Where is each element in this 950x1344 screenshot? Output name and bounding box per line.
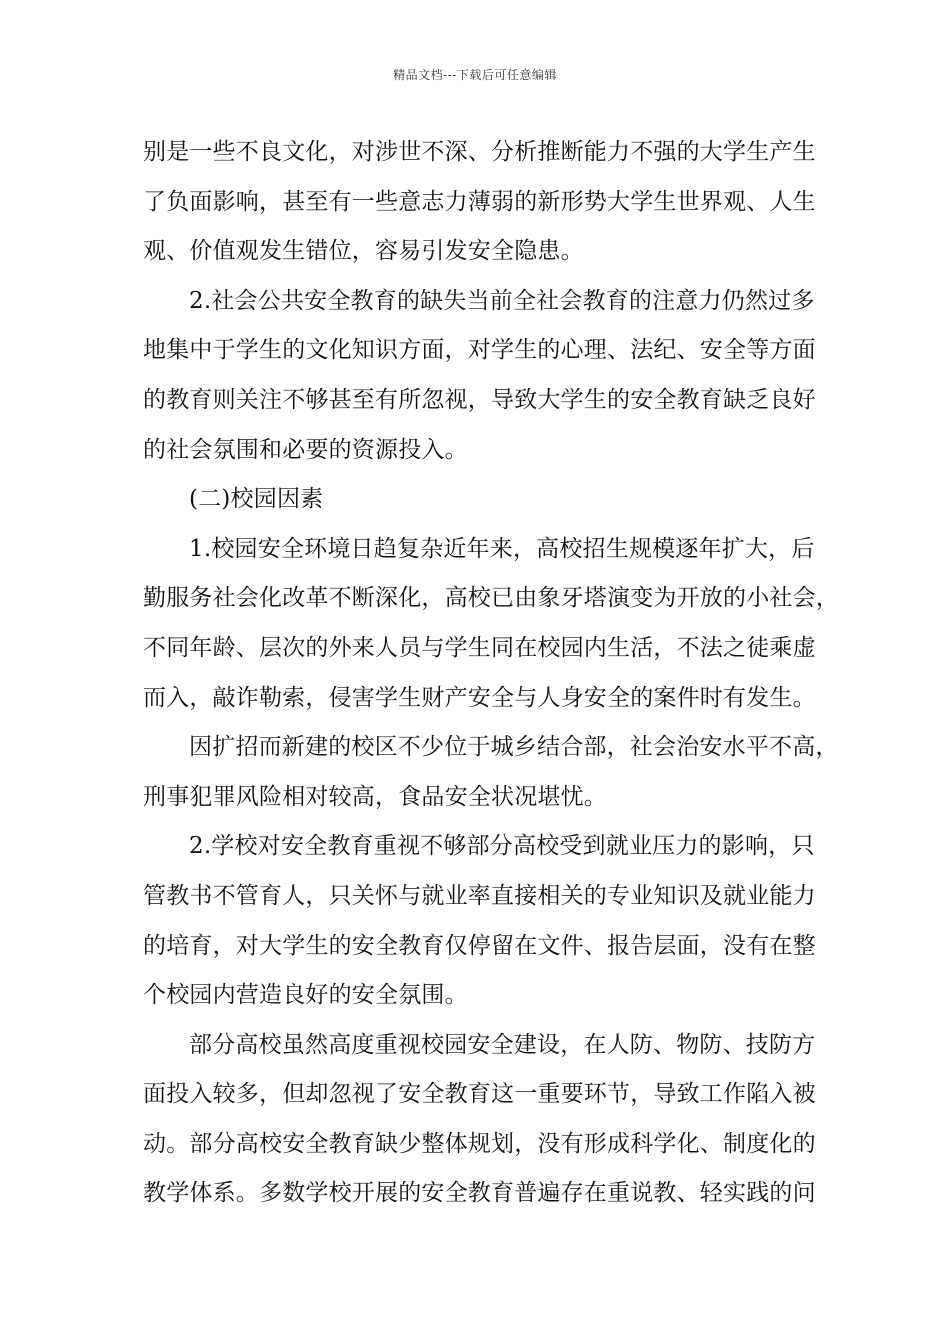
text-line: 的培育，对大学生的安全教育仅停留在文件、报告层面，没有在整 [143, 932, 816, 959]
paragraph-first-line: 2.社会公共安全教育的缺失当前全社会教育的注意力仍然过多 [189, 287, 815, 314]
text-line: 的社会氛围和必要的资源投入。 [143, 436, 468, 463]
paragraph-first-line: 因扩招而新建的校区不少位于城乡结合部，社会治安水平不高， [189, 734, 839, 761]
paragraph-first-line: 部分高校虽然高度重视校园安全建设，在人防、物防、技防方 [189, 1031, 816, 1058]
paragraph-first-line: 2.学校对安全教育重视不够部分高校受到就业压力的影响，只 [189, 833, 815, 860]
text-line: 勤服务社会化改革不断深化，高校已由象牙塔演变为开放的小社会， [143, 585, 839, 612]
text-line: 的教育则关注不够甚至有所忽视，导致大学生的安全教育缺乏良好 [143, 386, 816, 413]
text-line: 而入，敲诈勒索，侵害学生财产安全与人身安全的案件时有发生。 [143, 684, 816, 711]
page-header: 精品文档---下载后可任意编辑 [393, 68, 557, 82]
text-line: 刑事犯罪风险相对较高，食品安全状况堪忧。 [143, 783, 607, 810]
text-line: 观、价值观发生错位，容易引发安全隐患。 [143, 238, 584, 265]
text-line: 地集中于学生的文化知识方面，对学生的心理、法纪、安全等方面 [143, 337, 816, 364]
text-line: 面投入较多，但却忽视了安全教育这一重要环节，导致工作陷入被 [143, 1081, 816, 1108]
text-line: 了负面影响，甚至有一些意志力薄弱的新形势大学生世界观、人生 [143, 188, 816, 215]
text-line: 管教书不管育人，只关怀与就业率直接相关的专业知识及就业能力 [143, 882, 816, 909]
text-line: 教学体系。多数学校开展的安全教育普遍存在重说教、轻实践的问 [143, 1180, 816, 1207]
text-line: 别是一些不良文化，对涉世不深、分析推断能力不强的大学生产生 [143, 139, 816, 165]
paragraph-first-line: 1.校园安全环境日趋复杂近年来，高校招生规模逐年扩大，后 [189, 535, 815, 562]
text-line: 不同年龄、层次的外来人员与学生同在校园内生活，不法之徒乘虚 [143, 634, 816, 661]
text-line: 个校园内营造良好的安全氛围。 [143, 982, 468, 1009]
section-heading: (二)校园因素 [189, 486, 324, 513]
body-text [143, 128, 839, 1219]
text-line: 动。部分高校安全教育缺少整体规划，没有形成科学化、制度化的 [143, 1130, 816, 1157]
